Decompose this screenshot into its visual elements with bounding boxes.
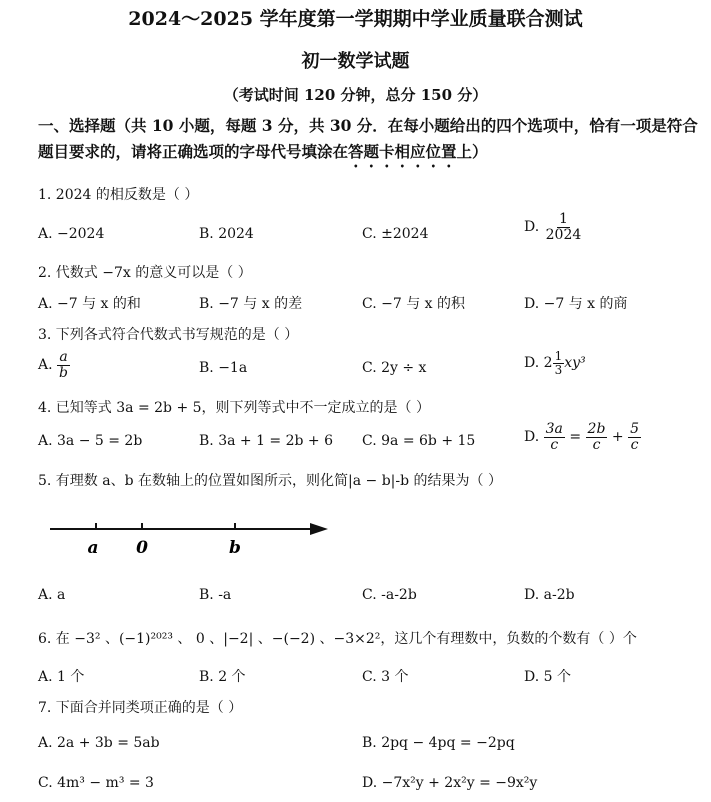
question-1-option-b: B. 2024	[199, 226, 254, 242]
question-5-option-d: D. a-2b	[524, 587, 575, 603]
fraction: $\frac{5}{c}$	[630, 421, 639, 453]
question-4-stem: 4. 已知等式 3a = 2b + 5，则下列等式中不一定成立的是（ ）	[38, 400, 430, 416]
fraction: $\frac{1}{2024}$	[545, 211, 582, 243]
question-5-stem: 5. 有理数 a、b 在数轴上的位置如图所示，则化简|a − b|-b 的结果为（ ）	[38, 473, 502, 489]
question-1-option-c: C. ±2024	[362, 226, 429, 242]
question-5-option-a: A. a	[38, 587, 66, 603]
question-4-option-d: D. $\frac{3a}{c}$ = $\frac{2b}{c}$ + $\frac{5}{c}$	[524, 421, 639, 453]
question-7-option-b: B. 2pq − 4pq = −2pq	[362, 735, 515, 751]
question-3-option-b: B. −1a	[199, 360, 248, 376]
label-zero: 0	[136, 538, 148, 558]
fraction: $\frac{a}{b}$	[59, 349, 68, 381]
label-b: b	[229, 538, 241, 558]
fraction: $\frac{1}{3}$	[554, 349, 563, 377]
question-1-stem: 1. 2024 的相反数是（ ）	[38, 187, 199, 203]
question-6-option-b: B. 2 个	[199, 669, 246, 685]
question-2-option-a: A. −7 与 x 的和	[38, 296, 141, 312]
exam-title: 2024～2025 学年度第一学期期中学业质量联合测试	[128, 8, 583, 30]
question-7-option-d: D. −7x²y + 2x²y = −9x²y	[362, 775, 538, 791]
question-6-option-c: C. 3 个	[362, 669, 409, 685]
question-5-option-b: B. -a	[199, 587, 232, 603]
fraction: $\frac{2b}{c}$	[587, 421, 606, 453]
question-7-stem: 7. 下面合并同类项正确的是（ ）	[38, 700, 243, 716]
question-7-option-a: A. 2a + 3b = 5ab	[38, 735, 160, 751]
question-6-stem: 6. 在 −3² 、(−1)²⁰²³ 、 0 、|−2| 、−(−2) 、−3×2²，这几个有理数中，负数的个数有（ ）个	[38, 631, 637, 647]
question-4-option-b: B. 3a + 1 = 2b + 6	[199, 433, 334, 449]
question-2-option-d: D. −7 与 x 的商	[524, 296, 628, 312]
section-heading-line1: 一、选择题（共 10 小题，每题 3 分，共 30 分．在每小题给出的四个选项中，恰有一项是符合	[38, 116, 698, 135]
fraction: $\frac{3a}{c}$	[545, 421, 563, 453]
question-3-option-a: A. $\frac{a}{b}$	[38, 349, 68, 381]
exam-info: （考试时间 120 分钟，总分 150 分）	[223, 86, 488, 104]
question-2-stem: 2. 代数式 −7x 的意义可以是（ ）	[38, 265, 252, 281]
exam-subtitle: 初一数学试题	[301, 51, 410, 72]
number-line-arrow	[310, 523, 328, 535]
question-5-option-c: C. -a-2b	[362, 587, 417, 603]
question-2-option-c: C. −7 与 x 的积	[362, 296, 465, 312]
question-1-option-d: D. $\frac{1}{2024}$	[524, 211, 582, 243]
question-2-option-b: B. −7 与 x 的差	[199, 296, 303, 312]
question-3-option-c: C. 2y ÷ x	[362, 360, 427, 376]
question-6-option-d: D. 5 个	[524, 669, 571, 685]
question-4-option-a: A. 3a − 5 = 2b	[38, 433, 143, 449]
section-heading-line2: 题目要求的，请将正确选项的字母代号填涂在答题卡相应位置上）	[38, 142, 488, 161]
number-line-diagram	[40, 508, 340, 564]
question-4-option-c: C. 9a = 6b + 15	[362, 433, 476, 449]
question-6-option-a: A. 1 个	[38, 669, 85, 685]
question-1-option-a: A. −2024	[38, 226, 105, 242]
question-3-stem: 3. 下列各式符合代数式书写规范的是（ ）	[38, 327, 299, 343]
question-7-option-c: C. 4m³ − m³ = 3	[38, 775, 154, 791]
label-a: a	[87, 538, 99, 558]
answer-card-emphasis: 答题卡相应位置	[348, 142, 457, 161]
question-3-option-d: D. 2 $\frac{1}{3}$ xy³	[524, 349, 586, 377]
